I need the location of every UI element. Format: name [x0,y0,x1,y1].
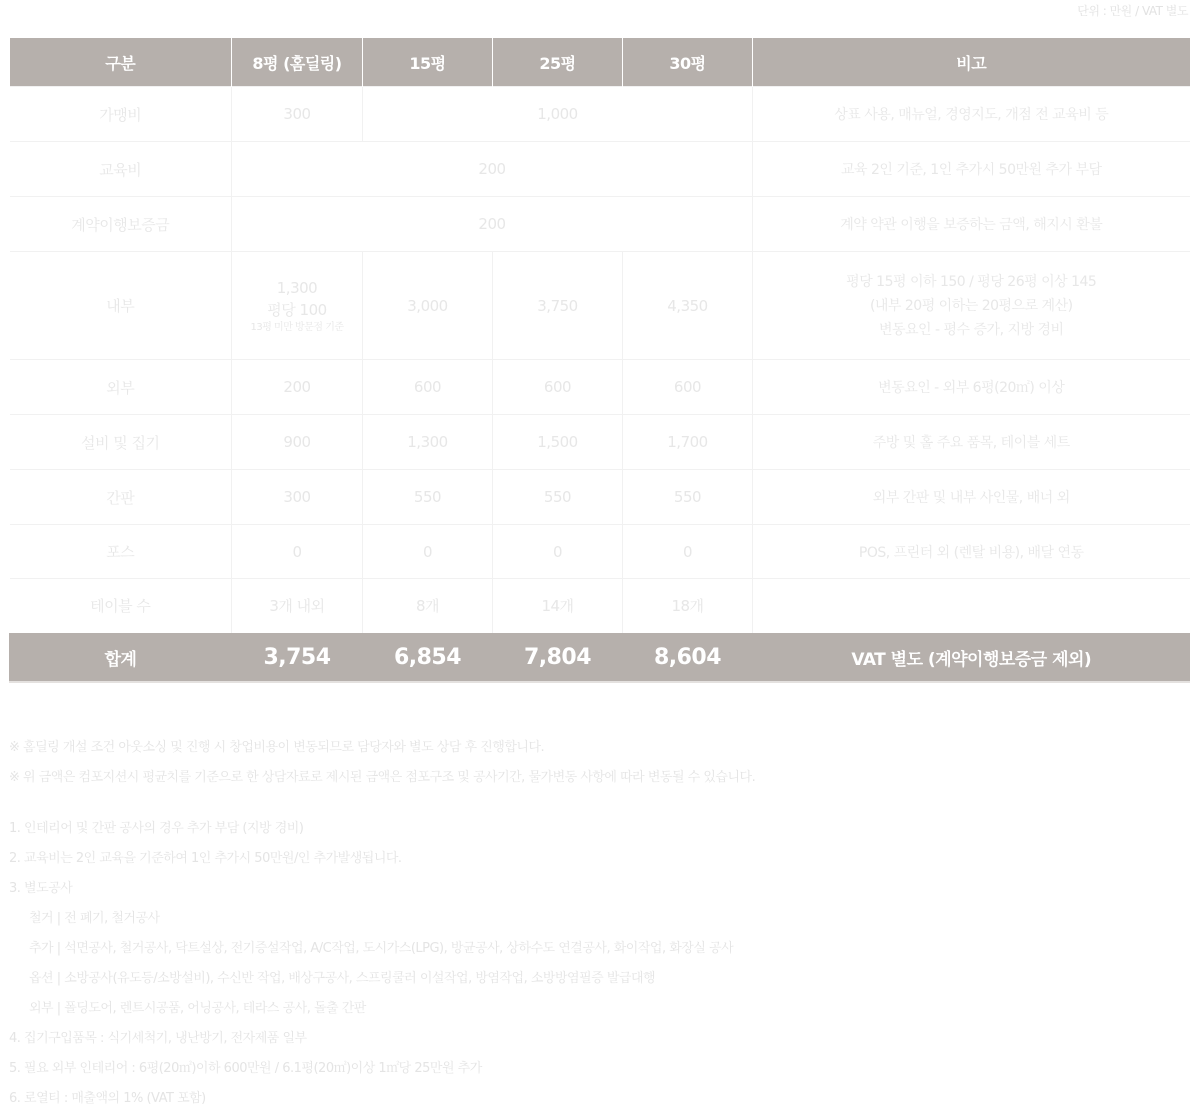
cell-25py: 600 [493,360,623,415]
table-row [10,197,1190,252]
cell-8py: 0 [232,525,363,579]
header-category: 구분 [10,38,232,87]
total-label: 합계 [10,633,232,683]
row-label: 포스 [10,525,232,579]
cell-remarks: 외부 간판 및 내부 사인물, 배너 외 [753,470,1190,525]
table-row [10,415,1190,470]
table-row [10,579,1190,633]
cell-all-sizes: 200 [232,197,753,252]
table-row [10,142,1190,197]
note-item-5: 5. 필요 외부 인테리어 : 6평(20㎡)이하 600만원 / 6.1평(20㎡)이상 1㎡당 25만원 추가 [9,1061,482,1076]
cell-30py: 600 [623,360,753,415]
cell-8py: 3개 내외 [232,579,363,633]
cell-15py: 1,300 [363,415,493,470]
cell-8py: 300 [232,87,363,142]
interior-8py-per-py: 평당 100 [267,300,327,319]
cell-remarks [753,579,1190,633]
row-label: 간판 [10,470,232,525]
interior-note-1: 평당 15평 이하 150 / 평당 26평 이상 145 [846,273,1097,290]
total-25py: 7,804 [493,633,623,683]
cell-remarks: 변동요인 - 외부 6평(20㎡) 이상 [753,360,1190,415]
table-header-row [10,38,1190,87]
total-8py: 3,754 [232,633,363,683]
total-remarks: VAT 별도 (계약이행보증금 제외) [753,633,1190,683]
interior-note-2: (내부 20평 이하는 20평으로 계산) [869,297,1073,314]
interior-note-3: 변동요인 - 평수 증가, 지방 경비 [878,321,1064,338]
note-item-3-additional: 추가 | 석면공사, 철거공사, 닥트설상, 전기증설작업, A/C작업, 도시가스(LPG), 방균공사, 상하수도 연결공사, 화이작업, 화장실 공사 [29,941,734,956]
row-label: 교육비 [10,142,232,197]
cell-8py: 900 [232,415,363,470]
total-30py: 8,604 [623,633,753,683]
cell-8py: 200 [232,360,363,415]
cell-15py: 3,000 [363,252,493,360]
row-label: 계약이행보증금 [10,197,232,252]
total-row [10,633,1190,683]
note-item-6: 6. 로열티 : 매출액의 1% (VAT 포함) [9,1091,206,1106]
header-25py: 25평 [493,38,623,87]
cell-30py: 18개 [623,579,753,633]
note-item-2: 2. 교육비는 2인 교육을 기준하여 1인 추가시 50만원/인 추가발생됩니다. [9,851,402,866]
table-row [10,252,1190,360]
note-item-3-exterior: 외부 | 폴딩도어, 렌트시공품, 어닝공사, 테라스 공사, 돌출 간판 [29,1001,366,1016]
cell-25py: 3,750 [493,252,623,360]
unit-label: 단위 : 만원 / VAT 별도 [1077,4,1188,18]
interior-8py-total: 1,300 [276,278,318,297]
cell-30py: 1,700 [623,415,753,470]
row-label: 가맹비 [10,87,232,142]
note-item-3-demolition: 철거 | 전 폐기, 철거공사 [29,911,160,926]
header-remarks: 비고 [753,38,1190,87]
cell-15py: 600 [363,360,493,415]
cell-25py: 14개 [493,579,623,633]
note-item-3-option: 옵션 | 소방공사(유도등/소방설비), 수신반 작업, 배상구공사, 스프링쿨러 이설작업, 방염작업, 소방방염필증 발급대행 [29,971,656,986]
total-15py: 6,854 [363,633,493,683]
note-item-1: 1. 인테리어 및 간판 공사의 경우 추가 부담 (지방 경비) [9,821,304,836]
cell-30py: 0 [623,525,753,579]
table-row [10,360,1190,415]
note-item-3: 3. 별도공사 [9,881,73,896]
cell-8py: 300 [232,470,363,525]
header-30py: 30평 [623,38,753,87]
row-label: 외부 [10,360,232,415]
interior-8py-condition: 13평 미만 방문점 기준 [250,321,344,333]
table-row [10,470,1190,525]
cell-remarks: POS, 프린터 외 (렌탈 비용), 배달 연동 [753,525,1190,579]
startup-cost-table [9,38,1190,683]
cell-remarks [753,252,1190,360]
cell-25py: 0 [493,525,623,579]
cell-remarks: 상표 사용, 매뉴얼, 경영지도, 개점 전 교육비 등 [753,87,1190,142]
cell-all-sizes: 200 [232,142,753,197]
header-8py: 8평 (홈딜링) [232,38,363,87]
cell-25py: 1,500 [493,415,623,470]
cell-15py: 0 [363,525,493,579]
cell-15py: 550 [363,470,493,525]
footnotes [9,736,1189,1117]
row-label: 내부 [10,252,232,360]
table-row [10,525,1190,579]
header-15py: 15평 [363,38,493,87]
cell-8py [232,252,363,360]
cell-remarks: 계약 약관 이행을 보증하는 금액, 해지시 환불 [753,197,1190,252]
footnote-home-dealing: ※ 홈딜링 개설 조건 아웃소싱 및 진행 시 창업비용이 변동되므로 담당자와 별도 상담 후 진행합니다. [9,740,545,755]
note-item-4: 4. 집기구입품목 : 식기세척기, 냉난방기, 전자제품 일부 [9,1031,307,1046]
row-label: 설비 및 집기 [10,415,232,470]
cell-30py: 4,350 [623,252,753,360]
cell-15py: 8개 [363,579,493,633]
cell-15-30py: 1,000 [363,87,753,142]
cell-25py: 550 [493,470,623,525]
footnote-price-disclaimer: ※ 위 금액은 컴포지션시 평균치를 기준으로 한 상담자료로 제시된 금액은 점포구조 및 공사기간, 물가변동 사항에 따라 변동될 수 있습니다. [9,770,756,785]
cell-30py: 550 [623,470,753,525]
cell-remarks: 교육 2인 기준, 1인 추가시 50만원 추가 부담 [753,142,1190,197]
table-row [10,87,1190,142]
row-label: 테이블 수 [10,579,232,633]
cell-remarks: 주방 및 홀 주요 품목, 테이블 세트 [753,415,1190,470]
